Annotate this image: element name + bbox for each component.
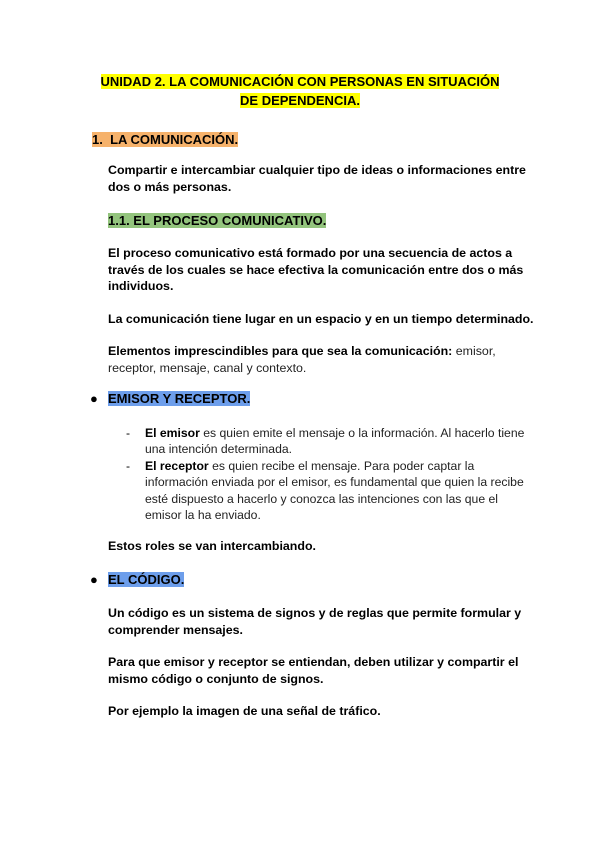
receptor-description: es quien recibe el mensaje. Para poder captar la información enviada por el emisor, es fundamental que quien la recibe esté dispuesto a hacerlo y conozca las intenciones con las que el emisor la ha enviado. xyxy=(145,459,524,522)
process-paragraph: El proceso comunicativo está formado por una secuencia de actos a través de los cuales se hace efectiva la comunicación entre dos o más individuos. xyxy=(108,246,524,293)
section-1-number: 1. xyxy=(92,132,103,147)
codigo-title: EL CÓDIGO. xyxy=(108,572,185,587)
elements-lead: Elementos imprescindibles para que sea la comunicación: xyxy=(108,344,453,358)
dash-icon: - xyxy=(126,459,131,473)
subsection-1-1-title: 1.1. EL PROCESO COMUNICATIVO. xyxy=(108,213,327,228)
title-line-2: DE DEPENDENCIA. xyxy=(240,93,360,108)
codigo-shared-paragraph: Para que emisor y receptor se entiendan, deben utilizar y compartir el mismo código o conjunto de signos. xyxy=(108,655,519,686)
list-item-receptor xyxy=(128,458,528,524)
space-time-paragraph: La comunicación tiene lugar en un espacio y en un tiempo determinado. xyxy=(108,312,534,326)
emisor-description: es quien emite el mensaje o la información. Al hacerlo tiene una intención determinada. xyxy=(145,426,525,457)
codigo-heading xyxy=(90,571,184,589)
dash-icon: - xyxy=(126,426,131,440)
emisor-receptor-title: EMISOR Y RECEPTOR. xyxy=(108,391,251,406)
roles-paragraph: Estos roles se van intercambiando. xyxy=(108,539,316,553)
codigo-example: Por ejemplo la imagen de una señal de tráfico. xyxy=(108,704,381,718)
section-1-definition: Compartir e intercambiar cualquier tipo de ideas o informaciones entre dos o más personas. xyxy=(108,163,526,194)
subsection-1-1-heading xyxy=(108,212,326,230)
codigo-definition: Un código es un sistema de signos y de reglas que permite formular y comprender mensajes. xyxy=(108,606,522,637)
elements-paragraph xyxy=(108,343,528,376)
emisor-receptor-heading xyxy=(90,390,250,408)
elements-list: emisor, receptor, mensaje, canal y contexto. xyxy=(108,344,496,375)
bullet-icon: ● xyxy=(90,391,98,406)
receptor-term: El receptor xyxy=(145,459,209,473)
page-title xyxy=(60,72,540,110)
title-line-1: UNIDAD 2. LA COMUNICACIÓN CON PERSONAS EN SITUACIÓN xyxy=(100,74,500,89)
section-1-title: LA COMUNICACIÓN. xyxy=(110,132,239,147)
list-item-emisor xyxy=(128,425,528,459)
section-1-heading xyxy=(92,131,238,149)
emisor-term: El emisor xyxy=(145,426,200,440)
bullet-icon: ● xyxy=(90,572,98,587)
